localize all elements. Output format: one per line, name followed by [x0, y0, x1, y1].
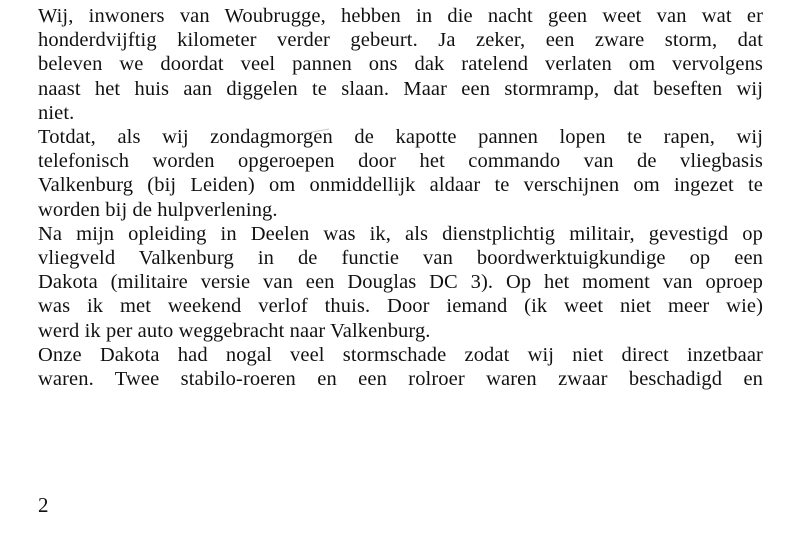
text-line: beleven we doordat veel pannen ons dak ratelend verlaten om vervolgens	[38, 53, 763, 76]
text-line: was ik met weekend verlof thuis. Door iemand (ik weet niet meer wie)	[38, 295, 763, 318]
paragraph-3	[38, 222, 763, 343]
paragraph-2	[38, 125, 763, 222]
text-line: Wij, inwoners van Woubrugge, hebben in die nacht geen weet van wat er	[38, 5, 763, 27]
text-line: niet.	[38, 101, 75, 124]
text-line: Dakota (militaire versie van een Douglas DC 3). Op het moment van oproep	[38, 271, 763, 294]
body-text	[38, 4, 763, 391]
text-line: waren. Twee stabilo-roeren en een rolroer waren zwaar beschadigd en	[38, 368, 763, 391]
text-line: naast het huis aan diggelen te slaan. Maar een stormramp, dat beseften wij	[38, 77, 763, 100]
text-line: telefonisch worden opgeroepen door het commando van de vliegbasis	[38, 150, 763, 173]
text-line: honderdvijftig kilometer verder gebeurt. Ja zeker, een zware storm, dat	[38, 29, 763, 52]
text-line: werd ik per auto weggebracht naar Valkenburg.	[38, 319, 431, 342]
page-number: 2	[38, 493, 49, 517]
paragraph-4	[38, 343, 763, 391]
text-line: worden bij de hulpverlening.	[38, 198, 278, 221]
paragraph-1	[38, 4, 763, 125]
text-line: Valkenburg (bij Leiden) om onmiddellijk aldaar te verschijnen om ingezet te	[38, 174, 763, 197]
text-line: Na mijn opleiding in Deelen was ik, als dienstplichtig militair, gevestigd op	[38, 222, 763, 245]
text-line: Totdat, als wij zondagmorgen de kapotte pannen lopen te rapen, wij	[38, 126, 763, 149]
text-line: Onze Dakota had nogal veel stormschade zodat wij niet direct inzetbaar	[38, 343, 763, 366]
text-line: vliegveld Valkenburg in de functie van boordwerktuigkundige op een	[38, 247, 763, 270]
